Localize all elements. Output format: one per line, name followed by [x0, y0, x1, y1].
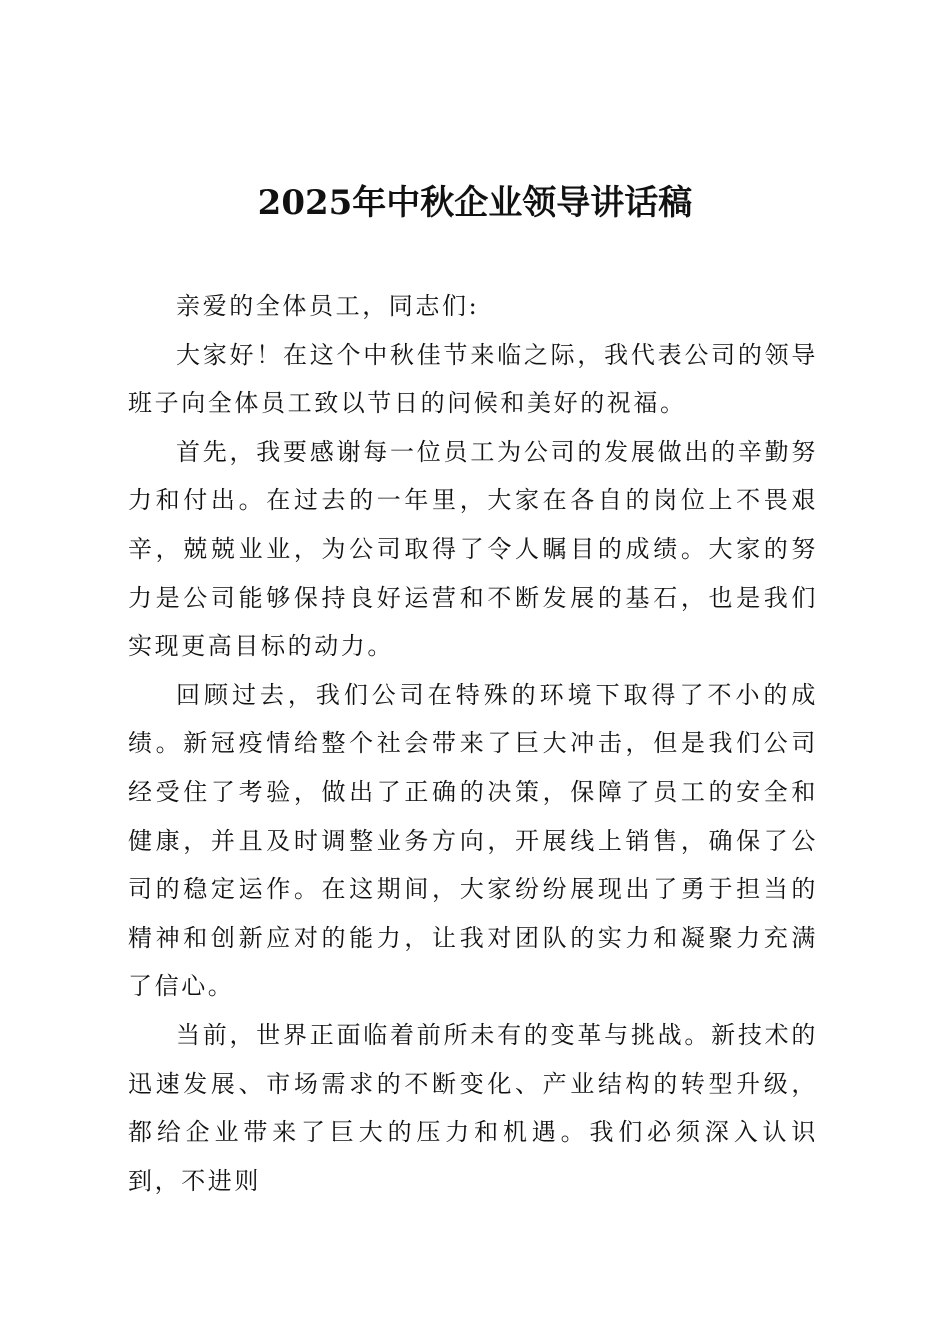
paragraph-salutation: 亲爱的全体员工，同志们: [176, 292, 480, 320]
paragraph-review: 回顾过去，我们公司在特殊的环境下取得了不小的成绩。新冠疫情给整个社会带来了巨大冲击，但是我们公司经受住了考验，做出了正确的决策，保障了员工的安全和健康，并且及时调整业务方向，开展线上销售，确保了公司的稳定运作。在这期间，大家纷纷展现出了勇于担当的精神和创新应对的能力，让我对团队的实力和凝聚力充满了信心。 [128, 680, 818, 1001]
document-body [128, 282, 818, 1205]
paragraph-greeting: 大家好！在这个中秋佳节来临之际，我代表公司的领导班子向全体员工致以节日的问候和美好的祝福。 [128, 340, 818, 418]
document-title: 2025年中秋企业领导讲话稿 [257, 183, 693, 223]
paragraph-challenges: 当前，世界正面临着前所未有的变革与挑战。新技术的迅速发展、市场需求的不断变化、产业结构的转型升级，都给企业带来了巨大的压力和机遇。我们必须深入认识到，不进则 [128, 1020, 818, 1195]
paragraph-thanks: 首先，我要感谢每一位员工为公司的发展做出的辛勤努力和付出。在过去的一年里，大家在各自的岗位上不畏艰辛，兢兢业业，为公司取得了令人瞩目的成绩。大家的努力是公司能够保持良好运营和不断发展的基石，也是我们实现更高目标的动力。 [128, 437, 818, 661]
